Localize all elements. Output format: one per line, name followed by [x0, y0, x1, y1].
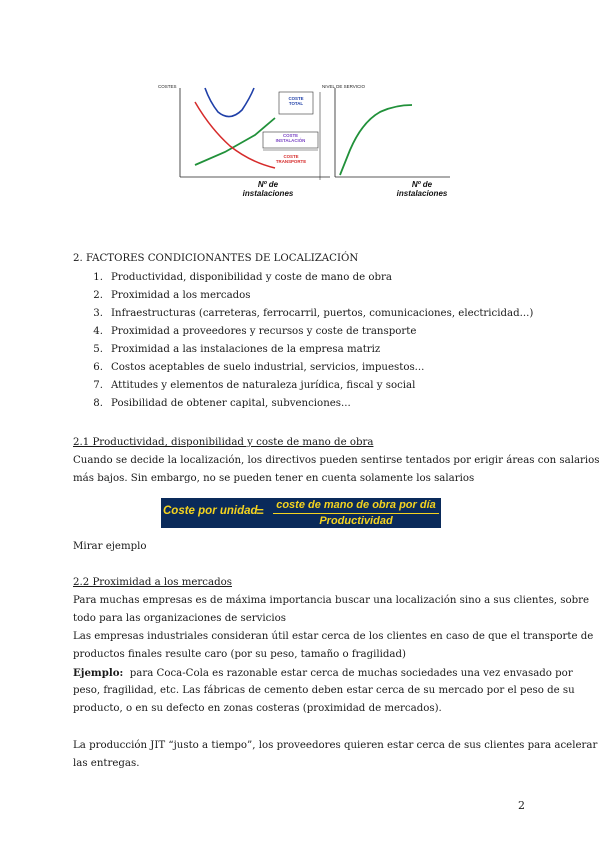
list-item-text: Costos aceptables de suelo industrial, servicios, impuestos...: [111, 362, 425, 373]
list-item-text: Infraestructuras (carreteras, ferrocarril, puertos, comunicaciones, electricidad...): [111, 308, 534, 319]
page-number: 2: [518, 799, 525, 812]
list-item-number: 8.: [93, 398, 103, 409]
list-item: [73, 359, 533, 377]
list-item: [73, 305, 533, 323]
list-item-number: 5.: [93, 344, 103, 355]
example-label: Ejemplo:: [73, 667, 124, 679]
list-item: [73, 341, 533, 359]
list-item: [73, 323, 533, 341]
section-2-2-line-1: Para muchas empresas es de máxima importancia buscar una localización sino a sus clientes, sobre: [73, 595, 590, 606]
right-chart-x-axis-title: Nº de instalaciones: [396, 180, 448, 198]
list-item: [73, 377, 533, 395]
legend-total-cost: COSTE TOTAL: [288, 96, 304, 106]
list-item-number: 3.: [93, 308, 103, 319]
list-item-text: Attitudes y elementos de naturaleza jurídica, fiscal y social: [111, 380, 416, 391]
list-item-text: Posibilidad de obtener capital, subvenciones...: [111, 398, 351, 409]
service-level-curve: [340, 105, 412, 175]
section-2-2-line-2: todo para las organizaciones de servicios: [73, 613, 286, 624]
formula-numerator: coste de mano de obra por día: [276, 499, 436, 511]
list-item-number: 4.: [93, 326, 103, 337]
section-2-2-line-3: Las empresas industriales consideran útil estar cerca de los clientes en caso de que el transporte de: [73, 631, 594, 642]
example-line-3: producto, o en su defecto en zonas costeras (proximidad de mercados).: [73, 703, 442, 714]
example-text: para Coca-Cola es razonable estar cerca de muchas sociedades una vez envasado por: [123, 668, 573, 679]
formula-fraction-bar: [273, 513, 439, 514]
jit-line-2: las entregas.: [73, 758, 140, 769]
list-item: [73, 395, 533, 413]
example-line-2: peso, fragilidad, etc. Las fábricas de cemento deben estar cerca de su mercado por el peso de su: [73, 685, 575, 696]
list-item: [73, 287, 533, 305]
list-item: [73, 269, 533, 287]
legend-installation-cost: COSTE INSTALACIÓN: [275, 133, 306, 143]
section-2-1-paragraph-line-1: Cuando se decide la localización, los directivos pueden sentirse tentados por erigir áreas con salarios: [73, 455, 600, 466]
example-line-1: [73, 664, 573, 683]
jit-line-1: La producción JIT “justo a tiempo”, los proveedores quieren estar cerca de sus clientes para acelerar: [73, 740, 598, 751]
formula-denominator: Productividad: [319, 515, 393, 527]
section-2-1-heading: 2.1 Productividad, disponibilidad y coste de mano de obra: [73, 437, 374, 448]
left-chart-x-axis-title: Nº de instalaciones: [242, 180, 294, 198]
list-item-number: 2.: [93, 290, 103, 301]
list-item-text: Proximidad a las instalaciones de la empresa matriz: [111, 344, 381, 355]
list-item-number: 7.: [93, 380, 103, 391]
formula-equals: =: [256, 504, 264, 519]
section-2-2-line-4: productos finales resulte caro (por su peso, tamaño o fragilidad): [73, 649, 406, 660]
list-item-number: 1.: [93, 272, 103, 283]
list-item-text: Productividad, disponibilidad y coste de mano de obra: [111, 272, 393, 283]
section-2-1-paragraph-line-2: más bajos. Sin embargo, no se pueden tener en cuenta solamente los salarios: [73, 473, 475, 484]
formula-lhs: Coste por unidad: [163, 505, 258, 517]
list-item-number: 6.: [93, 362, 103, 373]
left-chart-y-axis-label: COSTES: [158, 84, 177, 89]
legend-transport-cost: COSTE TRANSPORTE: [275, 154, 307, 164]
see-example-link[interactable]: Mirar ejemplo: [73, 541, 147, 552]
section-2-heading: 2. FACTORES CONDICIONANTES DE LOCALIZACIÓN: [73, 253, 359, 264]
list-item-text: Proximidad a proveedores y recursos y coste de transporte: [111, 326, 417, 337]
total-cost-curve: [205, 88, 254, 117]
list-item-text: Proximidad a los mercados: [111, 290, 251, 301]
right-chart-y-axis-label: NIVEL DE SERVICIO: [322, 84, 366, 89]
section-2-2-heading: 2.2 Proximidad a los mercados: [73, 577, 232, 588]
factors-list: [73, 269, 533, 413]
cost-per-unit-formula: [161, 498, 441, 528]
cost-figure: [150, 80, 460, 205]
